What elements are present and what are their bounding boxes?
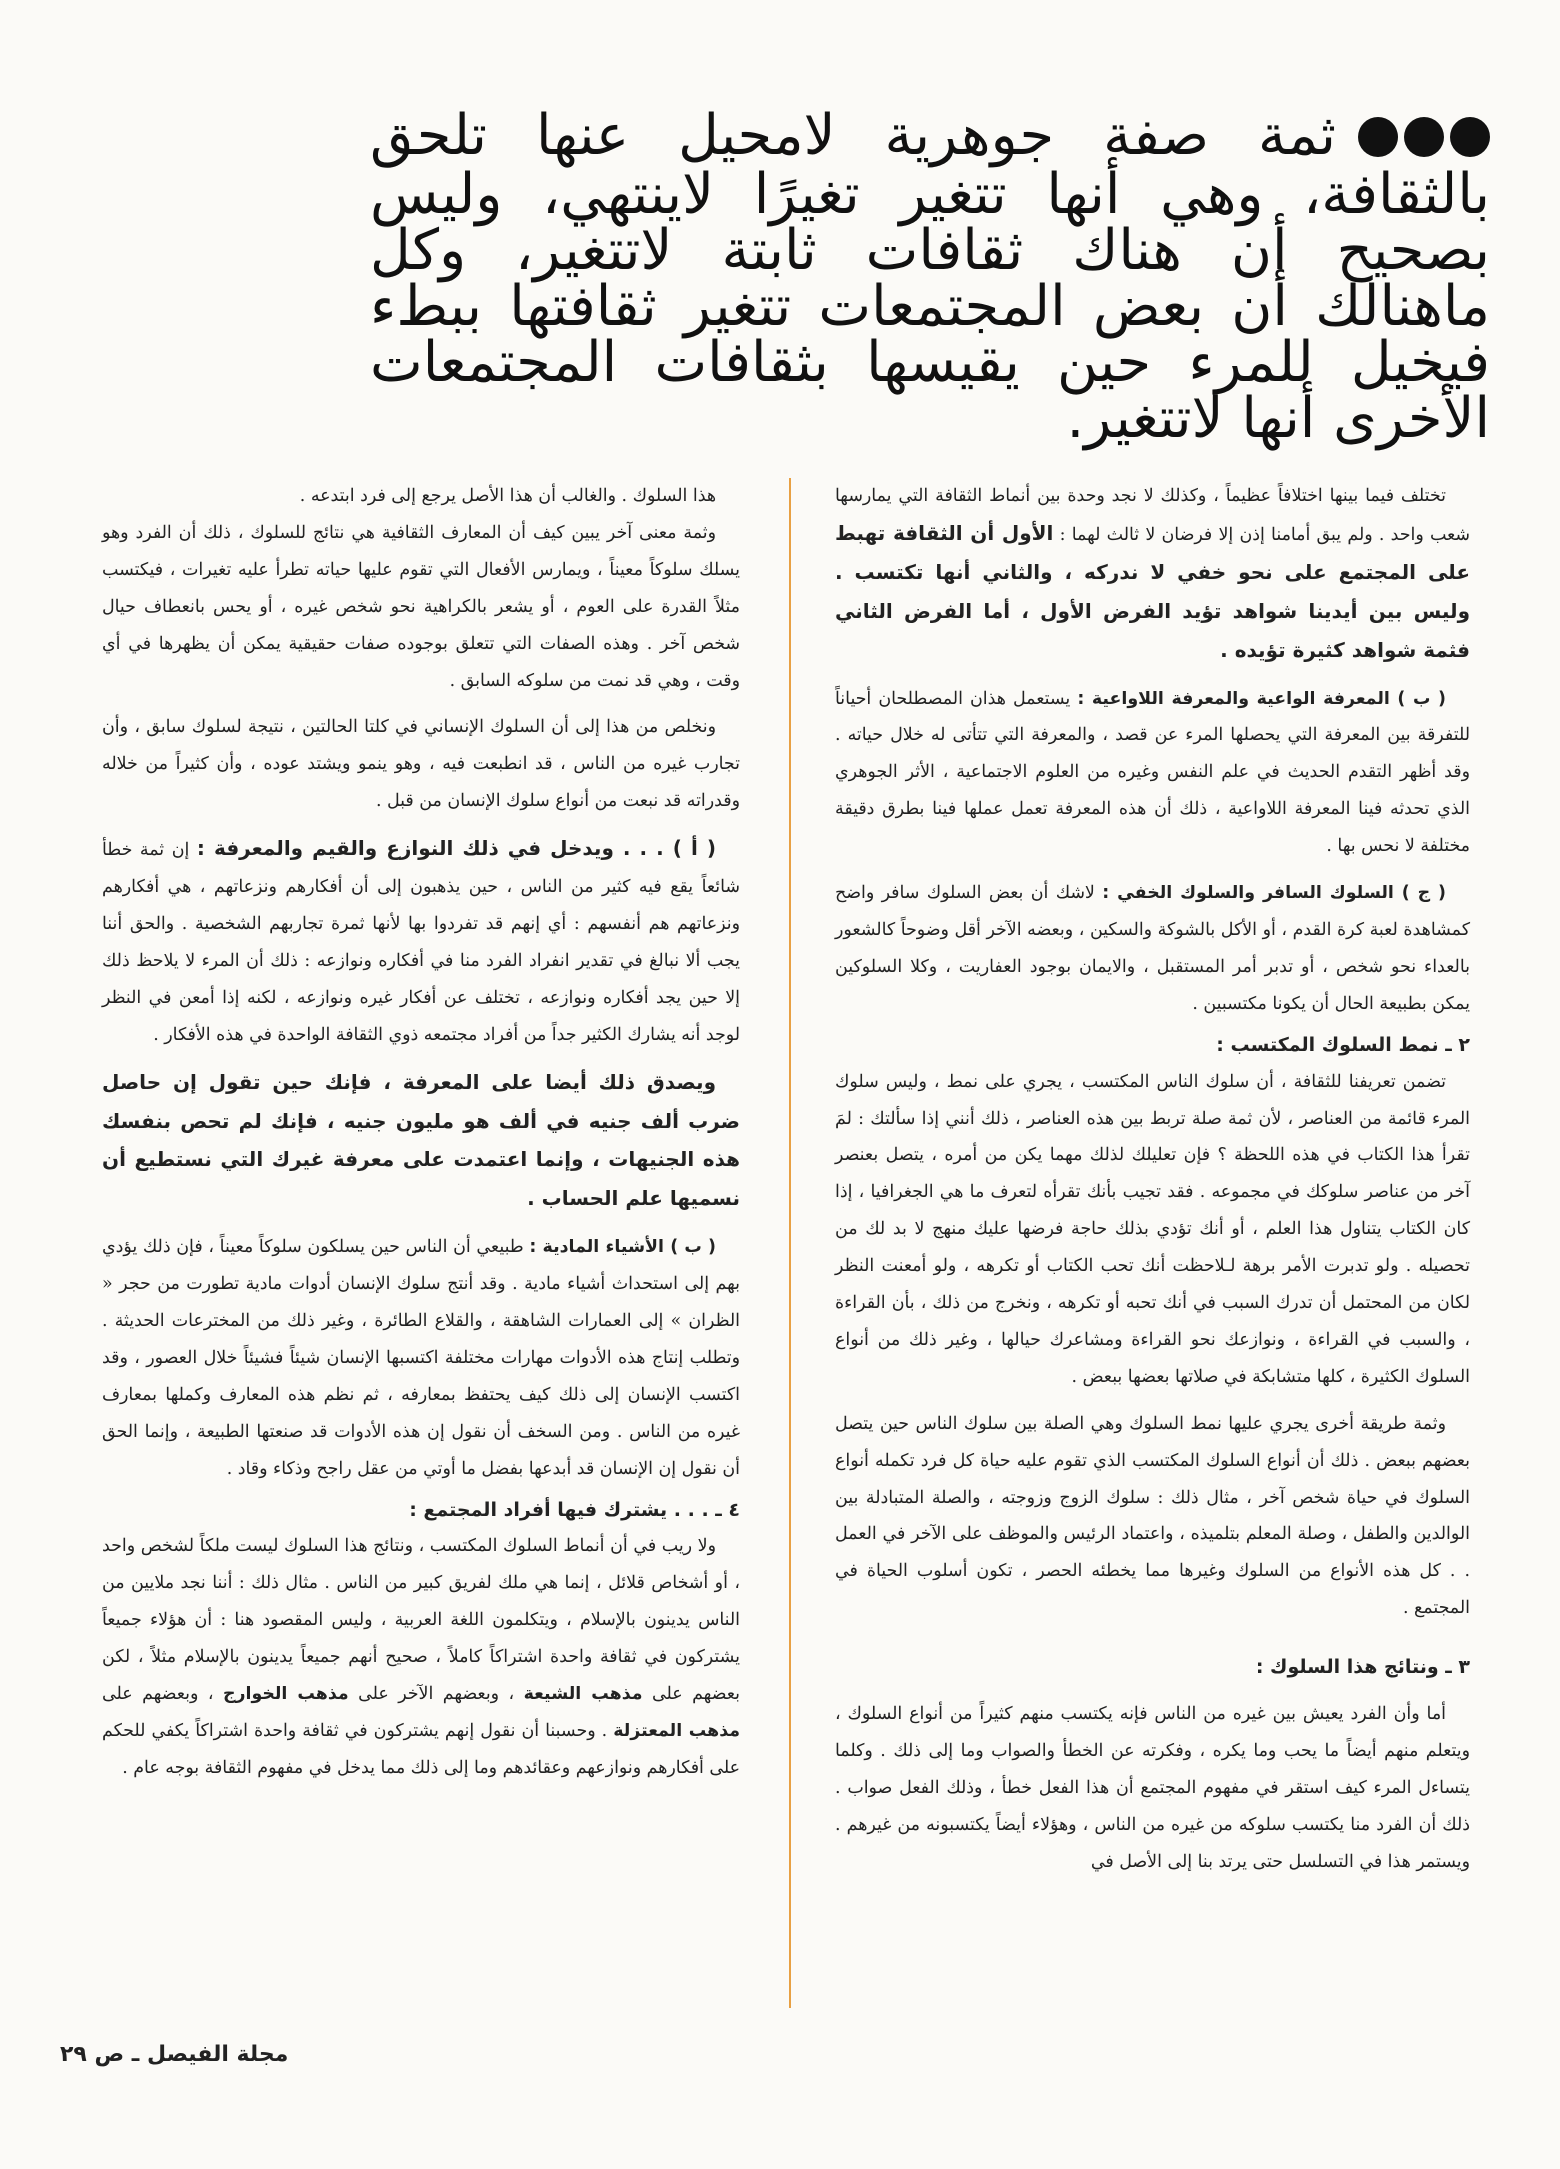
section-heading: ٤ ـ . . . يشترك فيها أفراد المجتمع :	[409, 1498, 740, 1521]
paragraph: ونخلص من هذا إلى أن السلوك الإنساني في كلتا الحالتين ، نتيجة لسلوك سابق ، وأن تجارب غيره من الناس ، قد انطبعت فيه ، وهو ينمو ويشتد عوده ، وأن كثيراً من خلاله وقدراته قد نبعت من أنواع سلوك الإنسان من قبل .	[102, 717, 740, 812]
paragraph-text: تختلف فيما بينها اختلافاً عظيماً ، وكذلك لا نجد وحدة بين أنماط الثقافة التي يمارسها شعب واحد . ولم يبق أمامنا إذن إلا فرضان لا ثالث لهما :	[835, 486, 1470, 545]
section-heading: ٣ ـ ونتائج هذا السلوك :	[1255, 1656, 1470, 1679]
paragraph: وثمة طريقة أخرى يجري عليها نمط السلوك وهي الصلة بين سلوك الناس حين يتصل بعضهم ببعض . ذلك أن أنواع السلوك المكتسب الذي تقوم عليه حياة كل فرد تكمله أنواع السلوك في حياة شخص آخر ، مثال ذلك : سلوك الزوج وزوجته ، والصلة المتبادلة بين الوالدين والطفل ، وصلة المعلم بتلميذه ، واعتماد الرئيس والموظف على الآخر في العمل . . كل هذه الأنواع من السلوك وغيرها مما يخطئه الحصر ، تكون أسلوب الحياة في المجتمع .	[835, 1413, 1470, 1619]
paragraph-text: طبيعي أن الناس حين يسلكون سلوكاً معيناً ، فإن ذلك يؤدي بهم إلى استحداث أشياء مادية . وقد أنتج سلوك الإنسان أدوات مادية تطورت من حجر « الظران » إلى العمارات الشاهقة ، والقلاع الطائرة ، وغير ذلك من المخترعات الحديثة . وتطلب إنتاج هذه الأدوات مهارات مختلفة اكتسبها الإنسان شيئاً فشيئاً خلال العصور ، وقد اكتسب الإنسان إلى ذلك كيف يحتفظ بمعارفه ، ثم نظم هذه المعارف وكملها بمعارف غيره من الناس . ومن السخف أن نقول إن هذه الأدوات قد صنعتها الطبيعة ، وإنما الحق أن نقول إن الإنسان قد أبدعها بفضل ما أوتي من عقل راجح وذكاء وقاد .	[102, 1237, 740, 1479]
column-divider	[789, 478, 791, 2008]
section-heading: ٢ ـ نمط السلوك المكتسب :	[1216, 1033, 1470, 1056]
paragraph	[835, 681, 1470, 866]
pull-quote-text: ثمة صفة جوهرية لامحيل عنها تلحق بالثقافة، وهي أنها تتغير تغيرًا لاينتهي، وليس بصحيح أن هناك ثقافات ثابتة لاتتغير، وكل ماهنالك أن بعض المجتمعات تتغير ثقافتها ببطء فيخيل للمرء حين يقيسها بثقافات المجتمعات الأخرى أنها لاتتغير.	[370, 103, 1490, 451]
subheading: ( ب ) الأشياء المادية :	[529, 1237, 717, 1258]
paragraph-text: إن ثمة خطأ شائعاً يقع فيه كثير من الناس ، حين يذهبون إلى أن أفكارهم ونزعاتهم ، هي أفكارهم ونزعاتهم هم أنفسهم : أي إنهم قد تفردوا بها لأنها ثمرة تجاربهم الشخصية . والحق أننا يجب ألا نبالغ في تقدير انفراد الفرد منا في أفكاره ونوازعه : ذلك أن المرء لا يلاحظ ذلك إلا حين يجد أفكاره ونوازعه ، تختلف عن أفكار غيره ونوازعه ، لكنه إذا أمعن في النظر لوجد أنه يشارك الكثير جداً من أفراد مجتمعه ذوي الثقافة الواحدة في هذه الأفكار .	[102, 840, 740, 1045]
bold-text: الأول أن الثقافة تهبط على المجتمع على نحو خفي لا ندركه ، والثاني أنها تكتسب . وليس بين أيدينا شواهد تؤيد الفرض الأول ، أما الفرض الثاني فثمة شواهد كثيرة تؤيده .	[835, 520, 1470, 662]
paragraph	[835, 875, 1470, 1023]
subheading: ( أ ) . . . ويدخل في ذلك النوازع والقيم والمعرفة :	[196, 836, 716, 861]
paragraph	[835, 478, 1470, 671]
paragraph: وثمة معنى آخر يبين كيف أن المعارف الثقافية هي نتائج للسلوك ، ذلك أن الفرد وهو يسلك سلوكاً معيناً ، ويمارس الأفعال التي تقوم عليها حياته تطرأ عليه تغيرات ، فيكتسب مثلاً القدرة على العوم ، أو يشعر بالكراهية نحو شخص غيره ، أو يحس بانعطاف حيال شخص آخر . وهذه الصفات التي تتعلق بوجوده صفات حقيقية يمكن أن يظهرها في أي وقت ، وهي قد نمت من سلوكه السابق .	[102, 522, 740, 691]
left-column	[102, 478, 740, 1787]
subheading: ( ج ) السلوك السافر والسلوك الخفي :	[1102, 883, 1447, 904]
bullet-dots-icon	[1352, 111, 1490, 167]
bold-text: مذهب الشيعة	[523, 1684, 643, 1705]
bold-text: ويصدق ذلك أيضا على المعرفة ، فإنك حين تقول إن حاصل ضرب ألف جنيه في ألف هو مليون جنيه ، فإنك لم تحص بنفسك هذه الجنيهات ، وإنما اعتمدت على معرفة غيرك التي نستطيع أن نسميها علم الحساب .	[102, 1069, 740, 1211]
paragraph-text: يستعمل هذان المصطلحان أحياناً للتفرقة بين المعرفة التي يحصلها المرء عن قصد ، والمعرفة التي تتأتى له خلال حياته . وقد أظهر التقدم الحديث في علم النفس وغيره من العلوم الاجتماعية ، الأثر الجوهري الذي تحدثه فينا المعرفة اللاواعية ، ذلك أن هذه المعرفة تعمل عملها فينا بطرق دقيقة مختلفة لا نحس بها .	[835, 688, 1470, 857]
paragraph-text: . وحسبنا أن نقول إنهم يشتركون في ثقافة واحدة اشتراكاً يكفي للحكم على أفكارهم ونوازعهم وعقائدهم وما إلى ذلك مما يدخل في مفهوم الثقافة بوجه عام .	[102, 1721, 740, 1778]
bold-text: مذهب الخوارج	[222, 1684, 349, 1705]
paragraph: أما وأن الفرد يعيش بين غيره من الناس فإنه يكتسب منهم كثيراً من أنواع السلوك ، ويتعلم منهم أيضاً ما يحب وما يكره ، وفكرته عن الخطأ والصواب وما إلى ذلك . وكلما يتساءل المرء كيف استقر في مفهوم المجتمع أن هذا الفعل خطأ ، وذلك الفعل صواب . ذلك أن الفرد منا يكتسب سلوكه من غيره من الناس ، وهؤلاء أيضاً يكتسبونه من غيرهم . ويستمر هذا في التسلسل حتى يرتد بنا إلى الأصل في	[835, 1704, 1470, 1872]
paragraph	[102, 1229, 740, 1487]
page-footer: مجلة الفيصل ـ ص ٢٩	[60, 2042, 289, 2067]
paragraph-text: ، وبعضهم على	[102, 1684, 214, 1705]
paragraph-text: ، وبعضهم الآخر على	[358, 1684, 515, 1705]
paragraph-text: ولا ريب في أن أنماط السلوك المكتسب ، ونتائج هذا السلوك ليست ملكاً لشخص واحد ، أو أشخاص قلائل ، إنما هي ملك لفريق كبير من الناس . مثال ذلك : أننا نجد ملايين من الناس يدينون بالإسلام ، ويتكلمون اللغة العربية ، وليس المقصود هنا : أن هؤلاء جميعاً يشتركون في ثقافة واحدة اشتراكاً كاملاً ، صحيح أنهم جميعاً يدينون بالإسلام مثلاً ، لكن بعضهم على	[102, 1536, 740, 1705]
paragraph	[102, 830, 740, 1053]
pull-quote	[370, 103, 1490, 451]
paragraph: هذا السلوك . والغالب أن هذا الأصل يرجع إلى فرد ابتدعه .	[299, 486, 716, 506]
paragraph-text: لاشك أن بعض السلوك سافر واضح كمشاهدة لعبة كرة القدم ، أو الأكل بالشوكة والسكين ، وبعضه الآخر أقل وضوحاً كالشعور بالعداء نحو شخص ، أو تدبر أمر المستقبل ، والايمان بوجود العفاريت ، وكلا السلوكين يمكن بطبيعة الحال أن يكونا مكتسبين .	[835, 883, 1470, 1014]
paragraph: تضمن تعريفنا للثقافة ، أن سلوك الناس المكتسب ، يجري على نمط ، وليس سلوك المرء قائمة من العناصر ، لأن ثمة صلة تربط بين هذه العناصر ، ذلك أنني إذا سألتك : لمَ تقرأ هذا الكتاب في هذه اللحظة ؟ فإن تعليلك لذلك مهما يكن من أمره ، يتصل بعنصر آخر من عناصر سلوكك في مجموعه . فقد تجيب بأنك تقرأه لتعرف ما هي الجغرافيا ، إذا كان الكتاب يتناول هذا العلم ، أو أنك تؤدي بذلك حاجة فرضها عليك منهج لا بد لك من تحصيله . ولو تدبرت الأمر برهة لـلاحظت أنك تحب الكتاب أو تكرهه ، ولو أمعنت النظر لكان من المحتمل أن تدرك السبب في أنك تحبه أو تكرهه ، ونخرج من ذلك ، بأن القراءة ، والسبب في القراءة ، ونوازعك نحو القراءة ومشاعرك حيالها ، وغير ذلك من أنواع السلوك الكثيرة ، كلها متشابكة في صلاتها بعضها ببعض .	[835, 1071, 1471, 1387]
right-column	[835, 478, 1470, 1881]
paragraph	[102, 1528, 740, 1786]
bold-text: مذهب المعتزلة	[613, 1721, 741, 1741]
paragraph	[102, 1064, 740, 1220]
subheading: ( ب ) المعرفة الواعية والمعرفة اللاواعية :	[1077, 688, 1447, 709]
